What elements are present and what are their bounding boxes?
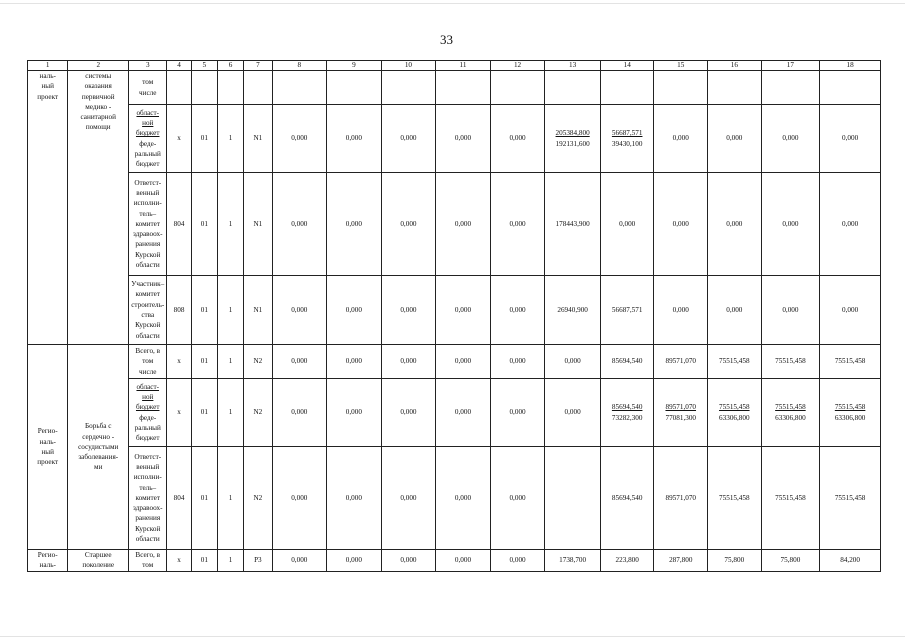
project-type-cell: наль- ный проект	[28, 71, 68, 345]
value-cell: 0,000	[490, 447, 545, 550]
value-cell: 0,000	[654, 105, 708, 173]
value-cell: 75515,458	[708, 447, 762, 550]
value-cell: 75515,458	[820, 447, 881, 550]
value-cell	[761, 379, 820, 447]
table-row	[28, 447, 881, 550]
column-number-row	[28, 61, 881, 71]
gr-code-cell: 808	[167, 276, 191, 345]
target-code-cell: N2	[244, 379, 272, 447]
value-cell: 0,000	[327, 550, 382, 572]
value-cell: 26940,900	[545, 276, 601, 345]
value-cell: 0,000	[381, 105, 436, 173]
regional-value: 75515,458	[719, 403, 750, 412]
column-header: 11	[436, 61, 491, 71]
column-header: 3	[129, 61, 167, 71]
value-cell	[600, 379, 654, 447]
value-cell: 0,000	[272, 345, 327, 379]
federal-budget-label: феде- ральный бюджет	[134, 139, 161, 169]
value-cell	[545, 105, 601, 173]
subsection-code-cell: 1	[217, 345, 243, 379]
section-code-cell: 01	[191, 345, 217, 379]
federal-value: 63306,800	[719, 413, 750, 422]
regional-value: 75515,458	[834, 403, 866, 412]
value-cell: 0,000	[708, 276, 762, 345]
regional-value: 75515,458	[775, 403, 806, 412]
project-name-cell: Борьба с сердечно - сосудистыми заболевания- ми	[68, 345, 129, 550]
value-cell: 1738,700	[545, 550, 601, 572]
column-header: 12	[490, 61, 545, 71]
subsection-code-cell: 1	[217, 105, 243, 173]
column-header: 6	[217, 61, 243, 71]
value-cell: 0,000	[436, 276, 491, 345]
regional-value: 85694,540	[611, 403, 643, 412]
value-cell: 0,000	[327, 276, 382, 345]
budget-source-cell	[129, 105, 167, 173]
value-cell: 0,000	[436, 379, 491, 447]
table-row	[28, 173, 881, 276]
value-cell: 0,000	[272, 550, 327, 572]
value-cell: 0,000	[272, 447, 327, 550]
value-cell: 0,000	[381, 345, 436, 379]
table-row	[28, 550, 881, 572]
page-number: 33	[440, 32, 453, 47]
regional-budget-label: област- ной бюджет	[135, 382, 160, 412]
value-cell: 0,000	[708, 105, 762, 173]
regional-value: 56687,571	[611, 129, 643, 138]
column-header: 4	[167, 61, 191, 71]
value-cell: 75,800	[761, 550, 820, 572]
section-code-cell: 01	[191, 447, 217, 550]
federal-budget-label: феде- ральный бюджет	[134, 413, 161, 443]
section-code-cell: 01	[191, 276, 217, 345]
value-cell: 85694,540	[600, 447, 654, 550]
value-cell: 0,000	[327, 173, 382, 276]
federal-value: 192131,600	[555, 139, 590, 148]
gr-code-cell: x	[167, 345, 191, 379]
value-cell: 0,000	[381, 550, 436, 572]
value-cell: 0,000	[490, 345, 545, 379]
value-cell: 0,000	[545, 345, 601, 379]
value-cell: 0,000	[654, 276, 708, 345]
participant-cell: Участник– комитет строитель- ства Курской области	[129, 276, 167, 345]
value-cell: 223,800	[600, 550, 654, 572]
value-cell: 75,800	[708, 550, 762, 572]
column-header: 7	[244, 61, 272, 71]
column-header: 15	[654, 61, 708, 71]
column-header: 1	[28, 61, 68, 71]
responsible-cell: том числе	[129, 71, 167, 105]
section-code-cell: 01	[191, 173, 217, 276]
value-cell: 0,000	[820, 105, 881, 173]
gr-code-cell: x	[167, 105, 191, 173]
project-name-cell: системы оказания первичной медико - санитарной помощи	[68, 71, 129, 345]
gr-code-cell: x	[167, 550, 191, 572]
value-cell: 0,000	[327, 105, 382, 173]
value-cell: 0,000	[272, 173, 327, 276]
budget-source-cell	[129, 379, 167, 447]
value-cell: 0,000	[436, 345, 491, 379]
value-cell: 0,000	[381, 276, 436, 345]
total-label-cell: Всего, в том	[129, 550, 167, 572]
federal-value: 39430,100	[611, 139, 643, 148]
gr-code-cell: 804	[167, 447, 191, 550]
table-row	[28, 276, 881, 345]
value-cell: 0,000	[761, 105, 820, 173]
value-cell: 75515,458	[820, 345, 881, 379]
value-cell: 56687,571	[600, 276, 654, 345]
value-cell: 0,000	[436, 105, 491, 173]
section-code-cell: 01	[191, 550, 217, 572]
value-cell: 0,000	[490, 550, 545, 572]
target-code-cell: N1	[244, 276, 272, 345]
value-cell: 0,000	[272, 105, 327, 173]
value-cell: 0,000	[381, 173, 436, 276]
target-code-cell: P3	[244, 550, 272, 572]
value-cell	[820, 379, 881, 447]
regional-budget-label: област- ной бюджет	[135, 108, 160, 138]
table-row	[28, 379, 881, 447]
project-type-cell: Регио- наль-	[28, 550, 68, 572]
subsection-code-cell: 1	[217, 550, 243, 572]
value-cell: 0,000	[436, 173, 491, 276]
subsection-code-cell: 1	[217, 173, 243, 276]
value-cell: 0,000	[381, 379, 436, 447]
project-name-cell: Старшее поколение	[68, 550, 129, 572]
column-header: 5	[191, 61, 217, 71]
value-cell: 0,000	[820, 173, 881, 276]
value-cell: 89571,070	[654, 447, 708, 550]
target-code-cell: N2	[244, 447, 272, 550]
value-cell	[545, 447, 601, 550]
value-cell: 0,000	[490, 173, 545, 276]
gr-code-cell: 804	[167, 173, 191, 276]
value-cell: 75515,458	[761, 345, 820, 379]
value-cell: 0,000	[761, 276, 820, 345]
value-cell: 178443,900	[545, 173, 601, 276]
total-label-cell: Всего, в том числе	[129, 345, 167, 379]
federal-value: 77081,300	[665, 413, 697, 422]
column-header: 17	[761, 61, 820, 71]
target-code-cell: N1	[244, 173, 272, 276]
value-cell: 0,000	[545, 379, 601, 447]
responsible-cell: Ответст- венный исполни- тель– комитет здравоох- ранения Курской области	[129, 173, 167, 276]
section-code-cell: 01	[191, 105, 217, 173]
value-cell	[654, 379, 708, 447]
column-header: 10	[381, 61, 436, 71]
federal-value: 63306,800	[834, 413, 866, 422]
target-code-cell: N1	[244, 105, 272, 173]
value-cell: 0,000	[490, 105, 545, 173]
value-cell: 75515,458	[761, 447, 820, 550]
column-header: 16	[708, 61, 762, 71]
value-cell: 0,000	[708, 173, 762, 276]
value-cell: 0,000	[436, 447, 491, 550]
subsection-code-cell: 1	[217, 447, 243, 550]
value-cell: 287,800	[654, 550, 708, 572]
table-row	[28, 105, 881, 173]
value-cell: 89571,070	[654, 345, 708, 379]
value-cell: 0,000	[820, 276, 881, 345]
column-header: 8	[272, 61, 327, 71]
value-cell: 0,000	[436, 550, 491, 572]
value-cell	[708, 379, 762, 447]
table-row	[28, 71, 881, 105]
column-header: 13	[545, 61, 601, 71]
value-cell: 0,000	[761, 173, 820, 276]
value-cell: 0,000	[490, 276, 545, 345]
regional-value: 89571,070	[665, 403, 697, 412]
value-cell: 75515,458	[708, 345, 762, 379]
column-header: 14	[600, 61, 654, 71]
budget-table	[27, 60, 881, 572]
value-cell	[600, 105, 654, 173]
value-cell: 0,000	[272, 276, 327, 345]
value-cell: 0,000	[600, 173, 654, 276]
federal-value: 73282,300	[611, 413, 643, 422]
value-cell: 0,000	[272, 379, 327, 447]
project-type-cell: Регио- наль- ный проект	[28, 345, 68, 550]
subsection-code-cell: 1	[217, 379, 243, 447]
target-code-cell: N2	[244, 345, 272, 379]
column-header: 2	[68, 61, 129, 71]
value-cell: 0,000	[327, 345, 382, 379]
federal-value: 63306,800	[775, 413, 806, 422]
value-cell: 0,000	[327, 379, 382, 447]
value-cell: 0,000	[490, 379, 545, 447]
section-code-cell: 01	[191, 379, 217, 447]
value-cell: 0,000	[381, 447, 436, 550]
column-header: 18	[820, 61, 881, 71]
table-row	[28, 345, 881, 379]
regional-value: 205384,800	[555, 129, 590, 138]
column-header: 9	[327, 61, 382, 71]
value-cell: 85694,540	[600, 345, 654, 379]
gr-code-cell: x	[167, 379, 191, 447]
value-cell: 84,200	[820, 550, 881, 572]
value-cell: 0,000	[327, 447, 382, 550]
responsible-cell: Ответст- венный исполни- тель– комитет здравоох- ранения Курской области	[129, 447, 167, 550]
subsection-code-cell: 1	[217, 276, 243, 345]
value-cell: 0,000	[654, 173, 708, 276]
